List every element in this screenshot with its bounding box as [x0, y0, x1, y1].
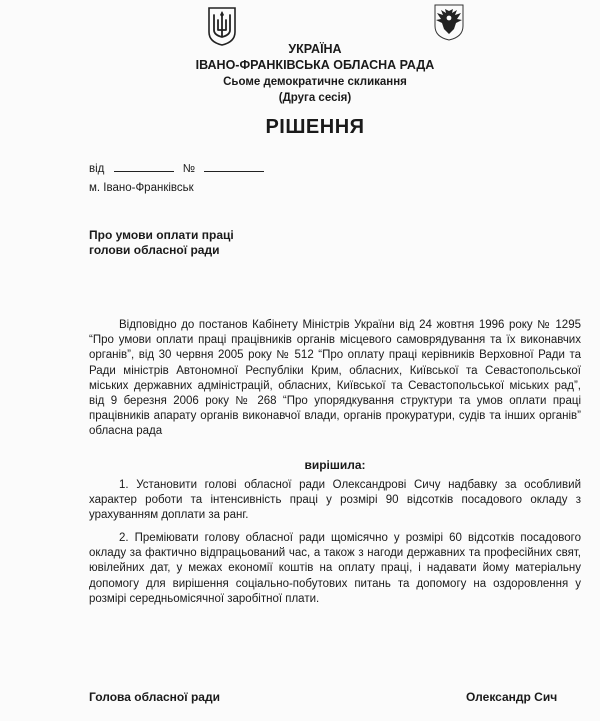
council-title: ІВАНО-ФРАНКІВСЬКА ОБЛАСНА РАДА [195, 58, 435, 72]
document-type-title: РІШЕННЯ [265, 116, 365, 138]
resolved-heading: вирішила: [304, 458, 366, 472]
preamble-paragraph: Відповідно до постанов Кабінету Міністрів України від 24 жовтня 1996 року № 1295 “Про умови оплати праці працівників органів місцевого самоврядування та їх виконавчих органів”, від 30 червня 2005 року № 512 “Про оплату праці керівників Верховної Ради та Ради міністрів Автономної Республіки Крим, обласних, Київської та Севастопольської міських державних адміністрацій, обласних, Київської та Севастопольської міських рад”, від 9 березня 2006 року № 268 “Про упорядкування структури та умов оплати праці працівників апарату органів виконавчої влади, органів прокуратури, судів та інших органів” обласна рада [89, 319, 581, 438]
decision-subject [89, 228, 234, 258]
from-label: від [89, 163, 105, 175]
city-line: м. Івано-Франківськ [89, 182, 194, 194]
subject-line-1: Про умови оплати праці [89, 228, 234, 242]
resolution-item-1: 1. Установити голові обласної ради Олександрові Сичу надбавку за особливий характер роботи та інтенсивність праці у розмірі 90 відсотків посадового окладу з урахуванням доплати за ранг. [89, 479, 581, 522]
country-title: УКРАЇНА [288, 42, 342, 56]
regional-coat-of-arms-icon [432, 2, 466, 42]
convocation-line: Сьоме демократичне скликання [223, 76, 407, 88]
date-number-line [89, 162, 264, 175]
session-line: (Друга сесія) [278, 92, 352, 104]
subject-line-2: голови обласної ради [89, 243, 220, 257]
trident-emblem-icon [207, 6, 237, 46]
signatory-position: Голова обласної ради [89, 690, 220, 704]
date-blank [114, 162, 174, 172]
signatory-name: Олександр Сич [466, 690, 558, 704]
number-blank [204, 162, 264, 172]
number-label: № [182, 163, 196, 175]
resolution-item-2: 2. Преміювати голову обласної ради щомісячно у розмірі 60 відсотків посадового окладу за фактично відпрацьований час, а також з нагоди державних та професійних свят, ювілейних дат, у межах економії коштів на оплату праці, і надавати йому матеріальну допомогу для вирішення соціально-побутових питань та допомогу на оздоровлення у розмірі середньомісячної заробітної плати. [89, 532, 581, 605]
